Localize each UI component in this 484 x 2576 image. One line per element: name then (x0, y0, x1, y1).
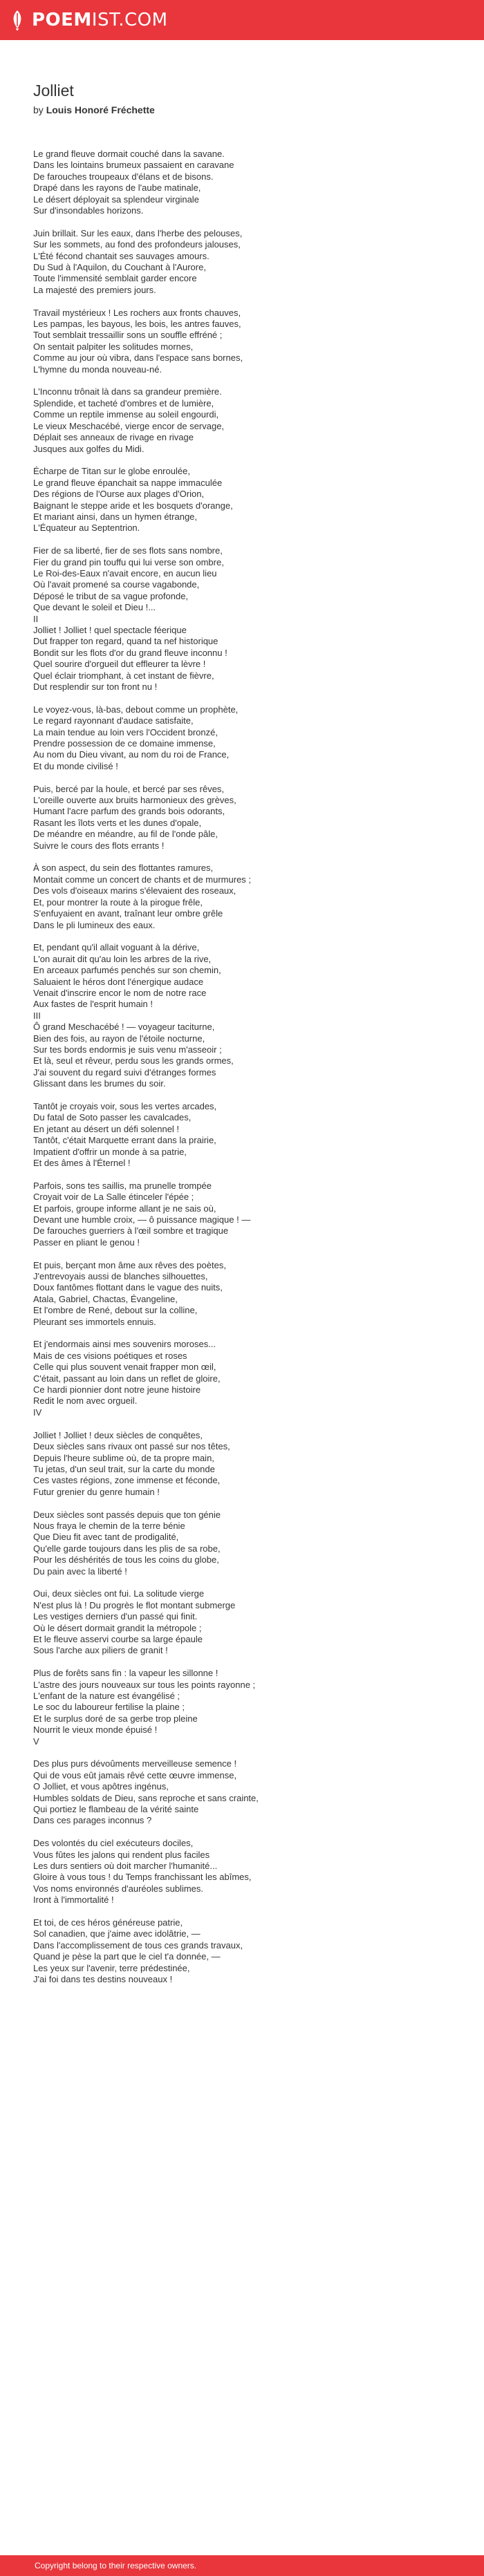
stanza (33, 1260, 448, 1328)
poem-line: Travail mystérieux ! Les rochers aux fronts chauves, (33, 307, 241, 318)
poem-line: V (33, 1736, 39, 1747)
poem-line: Jolliet ! Jolliet ! deux siècles de conquêtes, (33, 1429, 203, 1440)
poem-line: Du pain avec la liberté ! (33, 1566, 127, 1577)
stanza (33, 704, 448, 772)
poem-line: De farouches guerriers à l'œil sombre et tragique (33, 1225, 229, 1237)
poem-line: Celle qui plus souvent venait frapper mon œil, (33, 1362, 216, 1373)
poem-line: La majesté des premiers jours. (33, 284, 156, 295)
poem-line: Des régions de l'Ourse aux plages d'Orion, (33, 489, 205, 500)
poem-line: Iront à l'immortalité ! (33, 1895, 114, 1906)
poem-line: Au nom du Dieu vivant, au nom du roi de France, (33, 749, 230, 760)
poem-line: Les pampas, les bayous, les bois, les antres fauves, (33, 319, 241, 330)
poem-line: Et parfois, groupe informe allant je ne sais où, (33, 1203, 216, 1214)
poem-byline (33, 104, 448, 115)
poem-line: Le grand fleuve dormait couché dans la savane. (33, 149, 225, 159)
poem-line: Tantôt, c'était Marquette errant dans la prairie, (33, 1135, 216, 1146)
stanza (33, 545, 448, 693)
poem-line: Et puis, berçant mon âme aux rêves des poètes, (33, 1259, 226, 1270)
poem-line: L'enfant de la nature est évangélisé ; (33, 1690, 180, 1701)
poem-line: Plus de forêts sans fin : la vapeur les sillonne ! (33, 1668, 218, 1679)
poem-line: Quand je pèse la part que le ciel t'a donnée, — (33, 1951, 221, 1962)
poem-line: On sentait palpiter les solitudes mornes, (33, 341, 194, 352)
poem-line: Que Dieu fit avec tant de prodigalité, (33, 1532, 179, 1543)
poem-line: Des volontés du ciel exécuteurs dociles, (33, 1838, 194, 1849)
poem-line: S'enfuyaient en avant, traînant leur ombre grêle (33, 908, 223, 919)
poem-line: Sur les sommets, au fond des profondeurs jalouses, (33, 239, 241, 250)
poem-line: Devant une humble croix, — ô puissance magique ! — (33, 1214, 251, 1225)
stanza (33, 1588, 448, 1656)
poem-line: Dut resplendir sur ton front nu ! (33, 681, 158, 693)
poem-line: L'oreille ouverte aux bruits harmonieux des grèves, (33, 795, 236, 806)
poem-line: Que devant le soleil et Dieu !... (33, 602, 156, 613)
poem-line: Le vieux Meschacébé, vierge encor de servage, (33, 420, 225, 431)
quill-pen-icon (10, 10, 25, 30)
by-label: by (33, 104, 44, 115)
site-header (0, 0, 484, 40)
poem-line: Et, pour montrer la route à la pirogue frêle, (33, 896, 203, 908)
poem-line: Croyait voir de La Salle étinceler l'épée ; (33, 1192, 194, 1203)
poem-line: Deux siècles sans rivaux ont passé sur nos têtes, (33, 1441, 230, 1452)
poem-body (33, 149, 448, 1986)
poem-line: Le grand fleuve épanchait sa nappe immaculée (33, 477, 223, 488)
poem-line: Où l'avait promené sa course vagabonde, (33, 579, 200, 590)
poem-line: Dans ces parages inconnus ? (33, 1815, 152, 1826)
poem-line: Depuis l'heure sublime où, de ta propre main, (33, 1452, 214, 1463)
poem-line: L'astre des jours nouveaux sur tous les points rayonne ; (33, 1679, 256, 1690)
poem-line: Les yeux sur l'avenir, terre prédestinée, (33, 1962, 190, 1973)
poem-line: Le voyez-vous, là-bas, debout comme un prophète, (33, 704, 239, 715)
poem-line: Et le surplus doré de sa gerbe trop pleine (33, 1713, 198, 1724)
poem-line: De méandre en méandre, au fil de l'onde pâle, (33, 829, 218, 840)
poem-line: Déplait ses anneaux de rivage en rivage (33, 432, 194, 443)
poem-line: Écharpe de Titan sur le globe enroulée, (33, 466, 190, 477)
poem-line: Qu'elle garde toujours dans les plis de sa robe, (33, 1543, 221, 1554)
poem-line: L'Équateur au Septentrion. (33, 523, 140, 534)
poem-line: Deux siècles sont passés depuis que ton génie (33, 1509, 221, 1520)
poem-line: En jetant au désert un défi solennel ! (33, 1123, 180, 1134)
poem-line: Humant l'acre parfum des grands bois odorants, (33, 806, 225, 817)
poem-line: Dans les lointains brumeux passaient en caravane (33, 160, 234, 171)
stanza (33, 1181, 448, 1248)
poem-line: Des vols d'oiseaux marins s'élevaient des roseaux, (33, 885, 236, 896)
poem-line: La main tendue au loin vers l'Occident bronzé, (33, 726, 218, 737)
poem-line: Fier du grand pin touffu qui lui verse son ombre, (33, 556, 224, 567)
stanza (33, 1917, 448, 1985)
poem-line: Gloire à vous tous ! du Temps franchissant les abîmes, (33, 1872, 252, 1883)
poem-line: Et le fleuve asservi courbe sa large épaule (33, 1633, 203, 1644)
poem-line: Et j'endormais ainsi mes souvenirs moroses... (33, 1339, 216, 1350)
poem-line: Fier de sa liberté, fier de ses flots sans nombre, (33, 545, 223, 556)
poem-line: Suivre le cours des flots errants ! (33, 840, 165, 851)
poem-line: Sur tes bords endormis je suis venu m'asseoir ; (33, 1044, 222, 1055)
poem-line: III (33, 1010, 41, 1021)
poem-title: Jolliet (33, 82, 74, 100)
stanza (33, 308, 448, 375)
poem-line: Futur grenier du genre humain ! (33, 1486, 160, 1497)
logo-text-poem: POEM (32, 10, 92, 30)
poem-line: À son aspect, du sein des flottantes ramures, (33, 863, 214, 874)
poem-line: IV (33, 1407, 42, 1418)
poem-line: Quel sourire d'orgueil dut effleurer ta lèvre ! (33, 659, 206, 670)
poem-line: Quel éclair triomphant, à cet instant de fièvre, (33, 670, 214, 681)
poem-line: Le regard rayonnant d'audace satisfaite, (33, 715, 194, 726)
poem-line: Splendide, et tacheté d'ombres et de lumière, (33, 397, 214, 408)
stanza (33, 1838, 448, 1906)
copyright-notice: Copyright belong to their respective owners. (35, 2561, 197, 2570)
poem-line: Juin brillait. Sur les eaux, dans l'herbe des pelouses, (33, 227, 243, 238)
poem-line: Sous l'arche aux piliers de granit ! (33, 1645, 168, 1656)
author-link[interactable]: Louis Honoré Fréchette (46, 104, 155, 115)
poem-line: Mais de ces visions poétiques et roses (33, 1350, 187, 1361)
poem-line: J'ai souvent du regard suivi d'étranges formes (33, 1066, 216, 1078)
poem-line: Qui de vous eût jamais rêvé cette œuvre immense, (33, 1769, 237, 1780)
stanza (33, 1430, 448, 1498)
poem-line: Puis, bercé par la houle, et bercé par ses rêves, (33, 783, 225, 794)
stanza (33, 1339, 448, 1418)
poem-line: Prendre possession de ce domaine immense, (33, 738, 216, 749)
poem-line: Ce hardi pionnier dont notre jeune histoire (33, 1384, 201, 1395)
poem-line: L'Inconnu trônait là dans sa grandeur première. (33, 386, 222, 397)
poem-line: Du fatal de Soto passer les cavalcades, (33, 1112, 192, 1123)
poem-line: Déposé le tribut de sa vague profonde, (33, 590, 189, 601)
poem-line: Glissant dans les brumes du soir. (33, 1078, 166, 1089)
poem-line: Sur d'insondables horizons. (33, 205, 144, 216)
poem-line: Dut frapper ton regard, quand ta nef historique (33, 636, 218, 647)
poem-line: Et des âmes à l'Éternel ! (33, 1158, 131, 1168)
poem-line: Tout semblait tressaillir sons un souffle effréné ; (33, 330, 223, 341)
poem-line: Tu jetas, d'un seul trait, sur la carte du monde (33, 1463, 215, 1474)
poem-line: Sol canadien, que j'aime avec idolâtrie, — (33, 1928, 201, 1939)
stanza (33, 1510, 448, 1577)
poem-line: Rasant les îlots verts et les dunes d'opale, (33, 817, 202, 828)
poem-line: Les vestiges derniers d'un passé qui finit. (33, 1611, 198, 1622)
poem-line: Du Sud à l'Aquilon, du Couchant à l'Aurore, (33, 262, 206, 273)
stanza (33, 466, 448, 534)
poem-line: Et là, seul et rêveur, perdu sous les grands ormes, (33, 1055, 234, 1066)
poem-line: C'était, passant au loin dans un reflet de gloire, (33, 1373, 221, 1384)
poem-line: Où le désert dormait grandit la métropole ; (33, 1622, 202, 1633)
poem-line: L'Été fécond chantait ses sauvages amours. (33, 250, 210, 261)
stanza (33, 1758, 448, 1826)
poem-line: Bondit sur les flots d'or du grand fleuve inconnu ! (33, 647, 227, 658)
poem-line: Redit le nom avec orgueil. (33, 1395, 138, 1407)
poem-line: Baignant le steppe aride et les bosquets d'orange, (33, 500, 233, 511)
poem-line: Aux fastes de l'esprit humain ! (33, 999, 153, 1010)
poem-line: Jusques aux golfes du Midi. (33, 443, 145, 454)
poem-line: Comme au jour où vibra, dans l'espace sans bornes, (33, 352, 243, 364)
poem-line: Doux fantômes flottant dans le vague des nuits, (33, 1282, 223, 1293)
poem-line: Vous fûtes les jalons qui rendent plus faciles (33, 1849, 210, 1860)
site-footer (0, 2555, 484, 2576)
poem-line: Pour les déshérités de tous les coins du globe, (33, 1554, 219, 1566)
poem-line: Saluaient le héros dont l'énergique audace (33, 976, 204, 987)
stanza (33, 942, 448, 1089)
poem-line: Qui portiez le flambeau de la vérité sainte (33, 1804, 199, 1815)
poem-line: Jolliet ! Jolliet ! quel spectacle féerique (33, 624, 187, 635)
poem-line: Montait comme un concert de chants et de murmures ; (33, 874, 252, 885)
poem-line: Et du monde civilisé ! (33, 760, 118, 771)
stanza (33, 863, 448, 930)
poem-line: O Jolliet, et vous apôtres ingénus, (33, 1781, 169, 1792)
poem-line: Les durs sentiers où doit marcher l'humanité... (33, 1861, 218, 1872)
poem-line: Ces vastes régions, zone immense et féconde, (33, 1475, 221, 1486)
poem-line: Comme un reptile immense au soleil engourdi, (33, 409, 219, 420)
poem-line: Et l'ombre de René, debout sur la colline, (33, 1305, 198, 1316)
stanza (33, 228, 448, 296)
poem-line: Venait d'inscrire encor le nom de notre race (33, 987, 207, 998)
poem-line: Vos noms environnés d'auréoles sublimes. (33, 1883, 204, 1894)
logo-text-ist: IST.COM (91, 10, 168, 30)
poem-line: Des plus purs dévoûments merveilleuse semence ! (33, 1758, 237, 1769)
poem-line: II (33, 613, 39, 624)
poem-line: N'est plus là ! Du progrès le flot montant submerge (33, 1599, 236, 1610)
poem-line: En arceaux parfumés penchés sur son chemin, (33, 965, 221, 976)
poem-line: Et toi, de ces héros généreuse patrie, (33, 1917, 183, 1928)
poem-line: Le Roi-des-Eaux n'avait encore, en aucun lieu (33, 567, 217, 579)
poem-content (33, 82, 448, 1997)
poem-line: Le désert déployait sa splendeur virginale (33, 194, 199, 205)
poem-line: J'ai foi dans tes destins nouveaux ! (33, 1974, 173, 1985)
poem-line: Nourrit le vieux monde épuisé ! (33, 1724, 158, 1736)
poem-line: Toute l'immensité semblait garder encore (33, 273, 197, 284)
poem-line: Nous fraya le chemin de la terre bénie (33, 1520, 185, 1531)
stanza (33, 149, 448, 216)
poem-line: Pleurant ses immortels ennuis. (33, 1316, 156, 1327)
poem-line: Ô grand Meschacébé ! — voyageur taciturne, (33, 1022, 215, 1033)
poem-line: Et mariant ainsi, dans un hymen étrange, (33, 511, 198, 522)
poem-line: Impatient d'offrir un monde à sa patrie, (33, 1146, 187, 1157)
poem-line: De farouches troupeaux d'élans et de bisons. (33, 171, 214, 182)
poem-line: Humbles soldats de Dieu, sans reproche et sans crainte, (33, 1792, 259, 1803)
poem-line: J'entrevoyais aussi de blanches silhouettes, (33, 1271, 208, 1282)
stanza (33, 1101, 448, 1169)
poem-line: Dans l'accomplissement de tous ces grands travaux, (33, 1939, 243, 1950)
poem-line: Tantôt je croyais voir, sous les vertes arcades, (33, 1100, 217, 1111)
stanza (33, 784, 448, 852)
site-logo[interactable] (10, 10, 168, 30)
poem-line: L'hymne du monda nouveau-né. (33, 364, 162, 375)
poem-line: Et, pendant qu'il allait voguant à la dérive, (33, 942, 200, 953)
poem-line: Le soc du laboureur fertilise la plaine ; (33, 1702, 185, 1713)
poem-line: Oui, deux siècles ont fui. La solitude vierge (33, 1588, 205, 1599)
poem-line: Atala, Gabriel, Chactas, Évangeline, (33, 1293, 178, 1304)
poem-line: Dans le pli lumineux des eaux. (33, 919, 156, 930)
stanza (33, 1668, 448, 1747)
poem-line: L'on aurait dit qu'au loin les arbres de la rive, (33, 953, 212, 964)
poem-line: Bien des fois, au rayon de l'étoile nocturne, (33, 1033, 205, 1044)
stanza (33, 386, 448, 454)
poem-line: Parfois, sons tes saillis, ma prunelle trompée (33, 1180, 212, 1191)
poem-line: Drapé dans les rayons de l'aube matinale, (33, 182, 201, 194)
poem-line: Passer en pliant le genou ! (33, 1237, 140, 1248)
